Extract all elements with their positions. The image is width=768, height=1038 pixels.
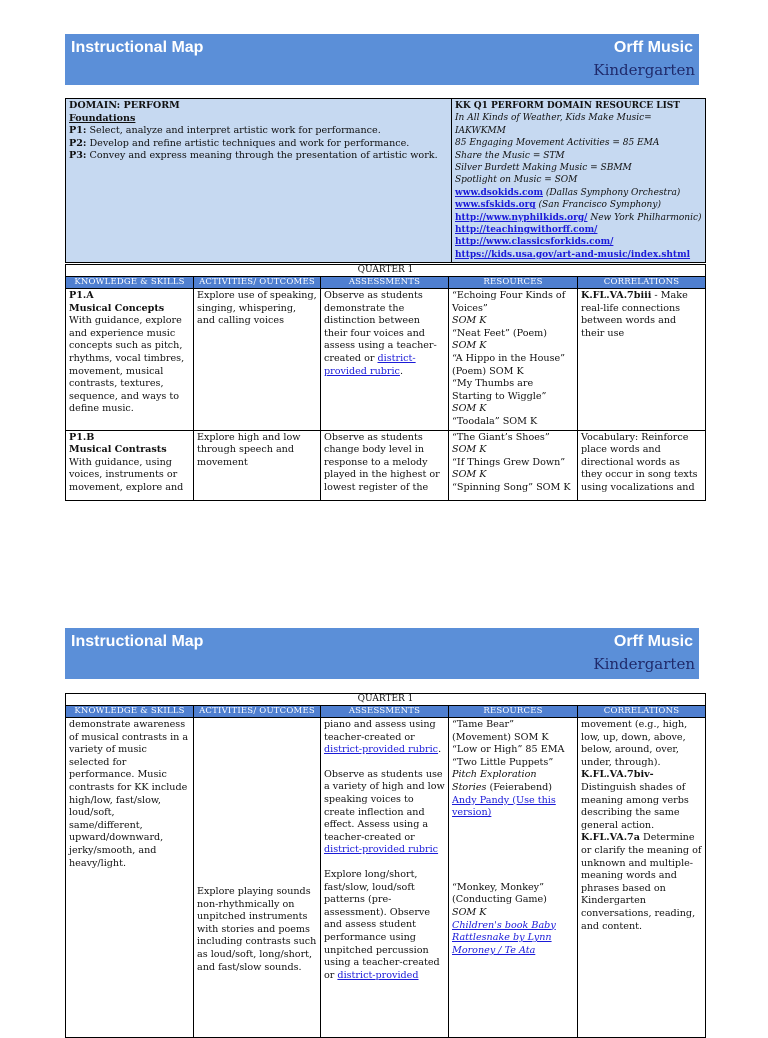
resource-book: Pitch Exploration Stories [452, 769, 537, 793]
col-header-knowledge: KNOWLEDGE & SKILLS [66, 277, 194, 289]
assessment-text: Observe as students change body level in response to a melody played in the highest or lowest register of the [321, 430, 449, 500]
resource-item: Share the Music = STM [455, 150, 565, 161]
rubric-link[interactable]: district-provided rubric [324, 744, 439, 756]
p3-text: Convey and express meaning through the presentation of artistic work. [86, 150, 438, 162]
assessment-text: piano and assess using teacher-created or [324, 719, 436, 743]
domain-heading: DOMAIN: PERFORM [69, 100, 180, 111]
assessment-end: . [399, 365, 403, 377]
link-note: (Dallas Symphony Orchestra) [543, 187, 681, 198]
rubric-link[interactable]: district-provided rubric [324, 844, 439, 856]
quarter-table-page1 [65, 264, 706, 501]
domain-description [66, 99, 452, 263]
resource-heading: KK Q1 PERFORM DOMAIN RESOURCE LIST [455, 101, 680, 111]
col-header-resources: RESOURCES [449, 277, 578, 289]
activity-text: Explore use of speaking, singing, whispering, and calling voices [194, 289, 321, 431]
correlation-text: Determine or clarify the meaning of unknown and multiple-meaning words and phrases based on Kindergarten conversations, reading, and content. [581, 832, 702, 932]
resource-title: “Echoing Four Kinds of Voices” [452, 290, 566, 314]
p1-label: P1: [69, 125, 87, 137]
resource-title: “Tame Bear” [452, 719, 515, 730]
correlation-code: K.FL.VA.7biv- [581, 769, 654, 781]
map-title: Instructional Map [71, 633, 204, 650]
resource-title: “Neat Feet” (Poem) [452, 327, 548, 339]
header-banner [65, 628, 699, 679]
resource-source: SOM K [452, 444, 487, 456]
standard-title: Musical Concepts [69, 302, 165, 314]
p2-text: Develop and refine artistic techniques and work for performance. [86, 137, 410, 149]
link-dsokids[interactable]: www.dsokids.com [455, 187, 543, 198]
resource-item: Silver Burdett Making Music = SBMM [455, 163, 632, 174]
correlation-text: Vocabulary: Reinforce place words and directional words as they occur in song texts using vocalizations and [578, 430, 706, 500]
resource-title: “Two Little Puppets” [452, 756, 554, 768]
correlation-code: K.FL.VA.7biii [581, 290, 652, 301]
p1-text: Select, analyze and interpret artistic work for performance. [86, 125, 381, 137]
col-header-knowledge: KNOWLEDGE & SKILLS [66, 706, 194, 718]
standard-title: Musical Contrasts [69, 444, 167, 456]
resource-title: “A Hippo in the House” (Poem) SOM K [452, 352, 566, 377]
resource-title: “Low or High” 85 EMA [452, 744, 565, 756]
assessment-end: . [438, 744, 442, 756]
resource-source: SOM K [452, 906, 487, 918]
link-sfskids[interactable]: www.sfskids.org [455, 200, 536, 211]
assessment-text: Explore long/short, fast/slow, loud/soft patterns (pre-assessment). Observe and assess student performance using unpitched percussion using a teacher-created or [324, 868, 440, 981]
link-note: New York Philharmonic) [587, 212, 702, 223]
subject-title: Orff Music [613, 39, 693, 56]
col-header-activities: ACTIVITIES/ OUTCOMES [194, 706, 321, 718]
resource-source: SOM K [452, 315, 487, 327]
resource-source: SOM K [452, 340, 487, 352]
p2-label: P2: [69, 137, 87, 149]
resource-title: “If Things Grew Down” [452, 456, 566, 468]
rubric-link[interactable]: district-provided [337, 969, 419, 981]
header-banner [65, 34, 699, 85]
activity-text: Explore high and low through speech and movement [194, 430, 321, 500]
resource-title: “Toodala” SOM K [452, 415, 538, 427]
col-header-resources: RESOURCES [449, 706, 578, 718]
resource-title: “The Giant’s Shoes” [452, 431, 550, 443]
resource-title: (Movement) SOM K [452, 731, 549, 743]
resource-item: Spotlight on Music = SOM [455, 175, 578, 186]
standard-text: demonstrate awareness of musical contrasts in a variety of music selected for performance. Music contrasts for KK include high/low, fast/slow, loud/soft, same/different, upward/downward, jerky/smooth, and heavy/light. [66, 718, 194, 1038]
andy-pandy-link[interactable]: Andy Pandy (Use this version) [452, 794, 556, 819]
domain-table [65, 98, 706, 263]
link-teachingwithorff[interactable]: http://teachingwithorff.com/ [455, 225, 598, 236]
standard-text: With guidance, using voices, instruments or movement, explore and [69, 456, 184, 493]
resource-source: SOM K [452, 403, 487, 415]
baby-rattlesnake-link[interactable]: Children's book Baby Rattlesnake by Lynn Moroney / Te Ata [452, 919, 556, 956]
col-header-correlations: CORRELATIONS [578, 706, 706, 718]
resource-title: “Spinning Song” SOM K [452, 481, 571, 493]
quarter-table-page2 [65, 693, 706, 1038]
resource-author: (Feierabend) [486, 781, 553, 793]
link-nyphilkids[interactable]: http://www.nyphilkids.org/ [455, 212, 588, 223]
grade-title: Kindergarten [593, 655, 695, 673]
standard-code: P1.A [69, 290, 94, 301]
map-title: Instructional Map [71, 39, 204, 56]
resource-item: In All Kinds of Weather, Kids Make Music= IAKWKMM [455, 113, 652, 136]
table-row [66, 289, 706, 431]
col-header-activities: ACTIVITIES/ OUTCOMES [194, 277, 321, 289]
correlation-text: - Make real-life connections between words and their use [581, 290, 688, 339]
subject-title: Orff Music [613, 633, 693, 650]
correlation-text: Distinguish shades of meaning among verbs describing the same general action. [581, 781, 689, 831]
table-row [66, 718, 706, 1038]
correlation-code: K.FL.VA.7a [581, 832, 640, 844]
link-kids-usa-gov[interactable]: https://kids.usa.gov/art-and-music/index.shtml [455, 249, 691, 260]
col-header-assessments: ASSESSMENTS [321, 277, 449, 289]
standard-code: P1.B [69, 431, 95, 443]
resource-item: 85 Engaging Movement Activities = 85 EMA [455, 138, 660, 149]
col-header-correlations: CORRELATIONS [578, 277, 706, 289]
p3-label: P3: [69, 150, 87, 162]
standard-text: With guidance, explore and experience music concepts such as pitch, rhythms, vocal timbres, movement, musical contrasts, textures, sequence, and ways to define music. [69, 315, 185, 415]
assessment-text: Observe as students demonstrate the distinction between their four voices and assess using a teacher-created or [324, 290, 437, 364]
resource-list [452, 99, 706, 263]
foundations-label: Foundations [69, 112, 136, 124]
resource-title: “My Thumbs are Starting to Wiggle” [452, 378, 547, 402]
correlation-text: movement (e.g., high, low, up, down, above, below, around, over, under, through). [581, 719, 688, 768]
resource-title: “Monkey, Monkey” (Conducting Game) [452, 881, 547, 906]
link-classicsforkids[interactable]: http://www.classicsforkids.com/ [455, 237, 614, 248]
quarter-label: QUARTER 1 [66, 694, 706, 706]
quarter-label: QUARTER 1 [66, 265, 706, 277]
col-header-assessments: ASSESSMENTS [321, 706, 449, 718]
assessment-text: Observe as students use a variety of high and low speaking voices to create inflection and effect. Assess using a teacher-created or [324, 768, 445, 843]
activity-text: Explore playing sounds non-rhythmically on unpitched instruments with stories and poems including contrasts such as loud/soft, long/short, and fast/slow sounds. [194, 718, 321, 1038]
grade-title: Kindergarten [593, 61, 695, 79]
rubric-link[interactable]: district-provided rubric [324, 352, 416, 377]
resource-source: SOM K [452, 469, 487, 481]
link-note: (San Francisco Symphony) [535, 200, 661, 211]
table-row [66, 430, 706, 500]
